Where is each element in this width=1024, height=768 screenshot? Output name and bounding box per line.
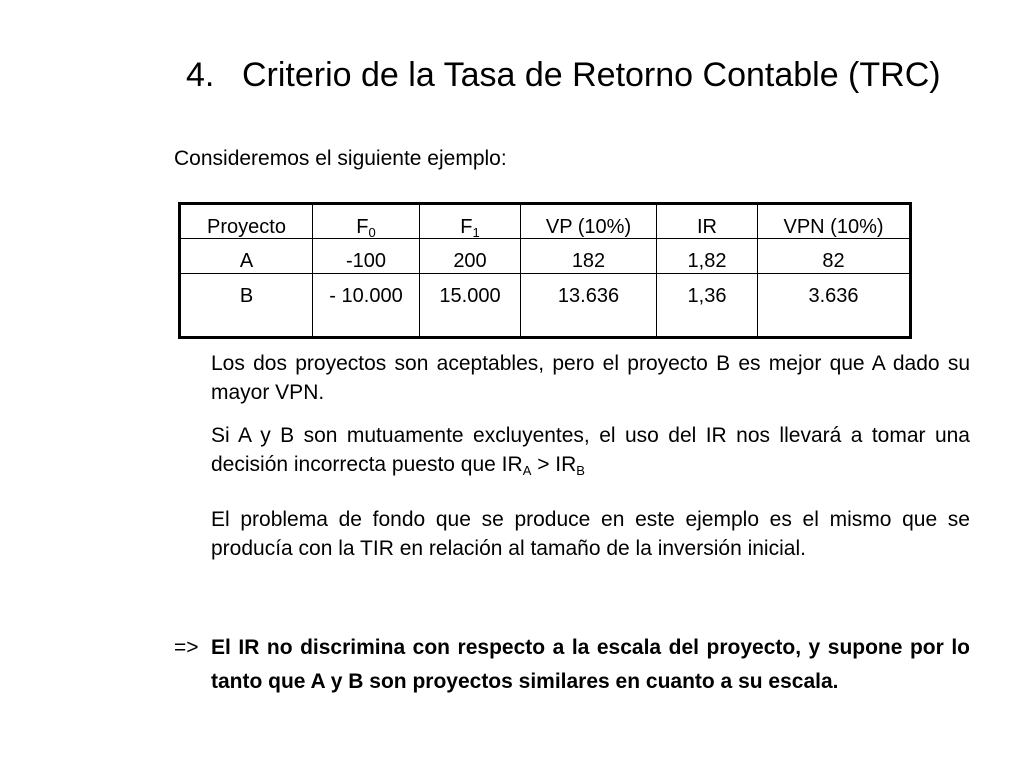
title-text: Criterio de la Tasa de Retorno Contable (TRC) xyxy=(242,56,941,94)
header-proyecto: Proyecto xyxy=(180,204,313,239)
paragraph-exclusive: Si A y B son mutuamente excluyentes, el uso del IR nos llevará a tomar una decisión incorrecta puesto que $IR_A > IR_B$ xyxy=(211,424,970,478)
table-cell: A xyxy=(180,239,313,274)
paragraph-scale: Los dos proyectos son aceptables, pero el proyecto B es mejor que A dado su mayor VPN. xyxy=(211,352,970,404)
table-cell: 182 xyxy=(521,239,657,274)
table-cell: 200 xyxy=(420,239,521,274)
header-vp: VP (10%) xyxy=(521,204,657,239)
table-cell: 82 xyxy=(758,239,911,274)
slide-title xyxy=(186,55,941,95)
header-vpn: VPN (10%) xyxy=(758,204,911,239)
header-ir: IR xyxy=(657,204,758,239)
table-cell: 1,36 xyxy=(657,274,758,338)
title-number: 4. xyxy=(186,56,215,94)
table-header-row xyxy=(180,204,911,239)
table-cell: - 10.000 xyxy=(313,274,420,338)
header-f0: $F_0$ xyxy=(313,204,420,239)
table-cell: 13.636 xyxy=(521,274,657,338)
table-cell: 1,82 xyxy=(657,239,758,274)
table-row xyxy=(180,239,911,274)
table-row xyxy=(180,274,911,338)
paragraph-problem: El problema de fondo que se produce en este ejemplo es el mismo que se producía con la TIR en relación al tamaño de la inversión inicial. xyxy=(211,508,970,560)
header-f1: $F_1$ xyxy=(420,204,521,239)
table-cell: 3.636 xyxy=(758,274,911,338)
table-cell: 15.000 xyxy=(420,274,521,338)
projects-table xyxy=(178,202,912,339)
table-cell: -100 xyxy=(313,239,420,274)
table-cell: B xyxy=(180,274,313,338)
intro-text: Consideremos el siguiente ejemplo: xyxy=(174,147,507,170)
paragraph-conclusion: El IR no discrimina con respecto a la escala del proyecto, y supone por lo tanto que A y B son proyectos similares en cuanto a su escala. xyxy=(211,636,970,693)
conclusion-arrow: => xyxy=(174,636,199,659)
